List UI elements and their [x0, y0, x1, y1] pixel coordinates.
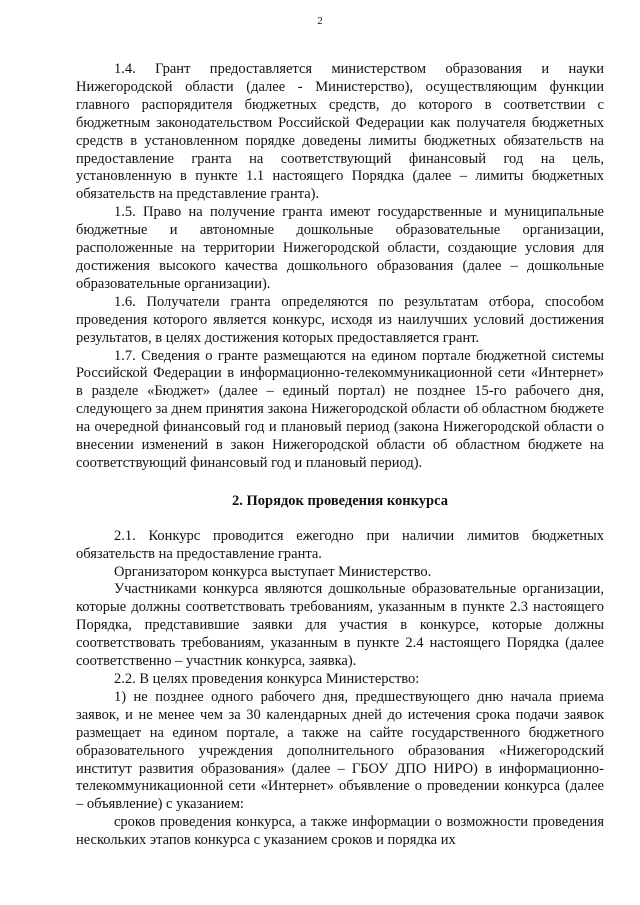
page-number: 2 — [317, 15, 323, 27]
paragraph-2-2: 2.2. В целях проведения конкурса Министерство: — [114, 671, 420, 687]
paragraph-1-5: 1.5. Право на получение гранта имеют государственные и муниципальные бюджетные и автономные дошкольные образовательные организации, расположенные на территории Нижегородской области, создающие условия для достижения высокого качества дошкольного образования (далее – дошкольные образовательные организации). — [76, 204, 604, 292]
document-body — [76, 61, 604, 850]
paragraph-1-4: 1.4. Грант предоставляется министерством образования и науки Нижегородской области (далее - Министерство), осуществляющим функции главного распорядителя бюджетных средств, до которого в соответствии с бюджетным законодательством Российской Федерации как получателя бюджетных средств в установленном порядке доведены лимиты бюджетных обязательств на предоставление гранта на соответствующий финансовый год на цель, установленную в пункте 1.1 настоящего Порядка (далее – лимиты бюджетных обязательств на представление гранта). — [76, 61, 604, 203]
paragraph-1-7: 1.7. Сведения о гранте размещаются на едином портале бюджетной системы Российской Федерации в информационно-телекоммуникационной сети «Интернет» в разделе «Бюджет» (далее – единый портал) не позднее 15-го рабочего дня, следующего за днем принятия закона Нижегородской области об областном бюджете на очередной финансовый год и плановый период (закона Нижегородской области о внесении изменений в закон Нижегородской области об областном бюджете на соответствующий финансовый год и плановый период). — [76, 347, 604, 471]
paragraph-participants: Участниками конкурса являются дошкольные образовательные организации, которые должны соответствовать требованиям, указанным в пункте 2.3 настоящего Порядка, представившие заявки для участия в конкурсе, которые должны соответствовать требованиям, указанным в пункте 2.4 настоящего Порядка (далее соответственно – участник конкурса, заявка). — [76, 581, 604, 670]
paragraph-organizer: Организатором конкурса выступает Министерство. — [114, 563, 432, 580]
section-2-heading: 2. Порядок проведения конкурса — [232, 492, 448, 509]
paragraph-1-6: 1.6. Получатели гранта определяются по результатам отбора, способом проведения которого является конкурс, исходя из наилучших условий достижения результатов, в целях достижения которых предоставляется грант. — [76, 293, 604, 346]
paragraph-deadlines: сроков проведения конкурса, а также информации о возможности проведения нескольких этапов конкурса с указанием сроков и порядка их — [76, 814, 604, 849]
paragraph-2-1: 2.1. Конкурс проводится ежегодно при наличии лимитов бюджетных обязательств на предоставление гранта. — [76, 527, 604, 562]
paragraph-2-2-item-1: 1) не позднее одного рабочего дня, предшествующего дню начала приема заявок, и не менее чем за 30 календарных дней до истечения срока подачи заявок размещает на едином портале, а также на сайте государственного бюджетного образовательного учреждения дополнительного образования «Нижегородский институт развития образования» (далее – ГБОУ ДПО НИРО) в информационно-телекоммуникационной сети «Интернет» объявление о проведении конкурса (далее – объявление) с указанием: — [76, 688, 604, 813]
